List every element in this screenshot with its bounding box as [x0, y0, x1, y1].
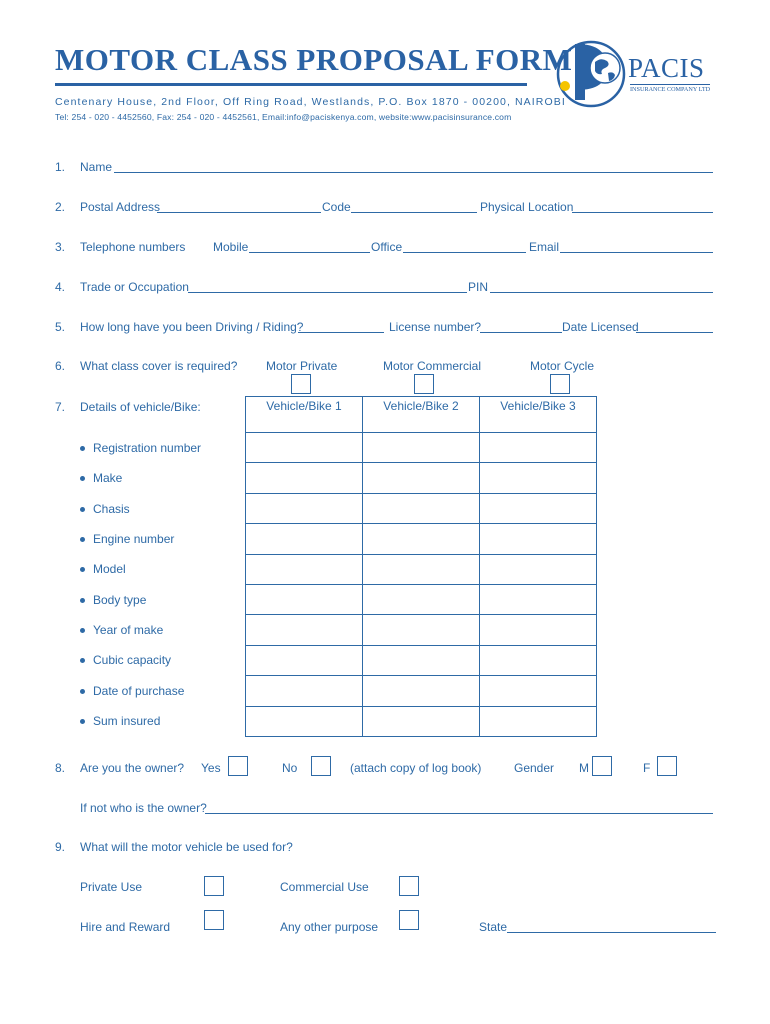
motor-cycle-checkbox[interactable]: [550, 374, 570, 394]
code-label: Code: [322, 200, 351, 214]
office-label: Office: [371, 240, 403, 254]
q5-number: 5.: [55, 320, 66, 334]
company-address: Centenary House, 2nd Floor, Off Ring Road, Westlands, P.O. Box 1870 - 00200, NAIROBI: [55, 96, 566, 108]
name-field[interactable]: [114, 160, 713, 173]
row-label-text: Model: [93, 562, 126, 576]
name-label: Name: [80, 160, 113, 174]
table-cell[interactable]: [246, 524, 363, 554]
table-cell[interactable]: [246, 615, 363, 645]
q6-number: 6.: [55, 359, 66, 373]
table-cell[interactable]: [363, 615, 480, 645]
table-cell[interactable]: [246, 433, 363, 463]
table-cell[interactable]: [480, 463, 597, 493]
bullet-icon: [80, 658, 85, 663]
male-label: M: [579, 761, 589, 775]
row-label-text: Body type: [93, 593, 147, 607]
table-cell[interactable]: [246, 463, 363, 493]
postal-address-field[interactable]: [157, 200, 321, 213]
motor-private-label: Motor Private: [266, 359, 338, 373]
telephone-label: Telephone numbers: [80, 240, 186, 254]
table-cell[interactable]: [480, 554, 597, 584]
table-cell[interactable]: [363, 463, 480, 493]
mobile-label: Mobile: [213, 240, 249, 254]
table-cell[interactable]: [480, 524, 597, 554]
row-label-text: Registration number: [93, 441, 202, 455]
table-cell[interactable]: [363, 676, 480, 706]
row-label-chasis: [80, 502, 130, 516]
pin-label: PIN: [468, 280, 489, 294]
q7-number: 7.: [55, 400, 66, 414]
yes-label: Yes: [201, 761, 221, 775]
q3-number: 3.: [55, 240, 66, 254]
logo-subtitle: INSURANCE COMPANY LTD: [630, 86, 711, 93]
female-label: F: [643, 761, 651, 775]
table-cell[interactable]: [363, 433, 480, 463]
date-licensed-label: Date Licensed: [562, 320, 639, 334]
table-cell[interactable]: [246, 584, 363, 614]
motor-commercial-label: Motor Commercial: [383, 359, 482, 373]
owner-name-field[interactable]: [205, 801, 713, 814]
vehicle-3-header: Vehicle/Bike 3: [480, 397, 597, 433]
license-number-field[interactable]: [480, 320, 562, 333]
company-contact: Tel: 254 - 020 - 4452560, Fax: 254 - 020 - 4452561, Email:info@paciskenya.com, website:www.pacisinsurance.com: [55, 112, 512, 122]
bullet-icon: [80, 628, 85, 633]
bullet-icon: [80, 537, 85, 542]
date-licensed-field[interactable]: [636, 320, 713, 333]
table-cell[interactable]: [363, 524, 480, 554]
table-cell[interactable]: [246, 554, 363, 584]
table-cell[interactable]: [363, 645, 480, 675]
commercial-use-label: Commercial Use: [280, 880, 369, 894]
bullet-icon: [80, 507, 85, 512]
other-purpose-label: Any other purpose: [280, 920, 379, 934]
q2-number: 2.: [55, 200, 66, 214]
gender-label: Gender: [514, 761, 555, 775]
usage-question-label: What will the motor vehicle be used for?: [80, 840, 293, 854]
motor-cycle-label: Motor Cycle: [530, 359, 595, 373]
owner-yes-checkbox[interactable]: [228, 756, 248, 776]
table-cell[interactable]: [363, 554, 480, 584]
cover-class-label: What class cover is required?: [80, 359, 238, 373]
title-underline: [55, 83, 527, 86]
row-label-registration: [80, 441, 201, 455]
motor-commercial-checkbox[interactable]: [414, 374, 434, 394]
hire-reward-checkbox[interactable]: [204, 910, 224, 930]
bullet-icon: [80, 476, 85, 481]
bullet-icon: [80, 446, 85, 451]
table-cell[interactable]: [480, 493, 597, 523]
driving-duration-field[interactable]: [298, 320, 384, 333]
physical-location-field[interactable]: [572, 200, 713, 213]
table-cell[interactable]: [363, 493, 480, 523]
row-label-model: [80, 562, 126, 576]
table-cell[interactable]: [480, 433, 597, 463]
form-title: MOTOR CLASS PROPOSAL FORM: [55, 42, 573, 77]
vehicle-details-table: [245, 396, 597, 737]
mobile-field[interactable]: [249, 240, 370, 253]
table-cell[interactable]: [363, 584, 480, 614]
gender-female-checkbox[interactable]: [657, 756, 677, 776]
row-label-text: Sum insured: [93, 714, 161, 728]
row-label-body-type: [80, 593, 146, 607]
private-use-checkbox[interactable]: [204, 876, 224, 896]
email-label: Email: [529, 240, 560, 254]
pin-field[interactable]: [490, 280, 713, 293]
table-cell[interactable]: [246, 706, 363, 736]
commercial-use-checkbox[interactable]: [399, 876, 419, 896]
row-label-cubic-capacity: [80, 653, 171, 667]
motor-private-checkbox[interactable]: [291, 374, 311, 394]
row-label-make: [80, 471, 122, 485]
vehicle-2-header: Vehicle/Bike 2: [363, 397, 480, 433]
license-number-label: License number?: [389, 320, 482, 334]
occupation-label: Trade or Occupation: [80, 280, 189, 294]
table-cell[interactable]: [246, 676, 363, 706]
logo-wordmark: PACIS: [628, 53, 705, 83]
row-label-text: Cubic capacity: [93, 653, 172, 667]
row-label-text: Engine number: [93, 532, 175, 546]
vehicle-details-label: Details of vehicle/Bike:: [80, 400, 201, 414]
bullet-icon: [80, 719, 85, 724]
gender-male-checkbox[interactable]: [592, 756, 612, 776]
owner-question-label: Are you the owner?: [80, 761, 185, 775]
row-label-text: Year of make: [93, 623, 164, 637]
vehicle-1-header: Vehicle/Bike 1: [246, 397, 363, 433]
table-cell[interactable]: [480, 706, 597, 736]
physical-location-label: Physical Location: [480, 200, 574, 214]
table-cell[interactable]: [246, 493, 363, 523]
q9-number: 9.: [55, 840, 66, 854]
owner-no-checkbox[interactable]: [311, 756, 331, 776]
row-label-purchase-date: [80, 684, 184, 698]
driving-duration-label: How long have you been Driving / Riding?: [80, 320, 304, 334]
row-label-sum-insured: [80, 714, 160, 728]
table-cell[interactable]: [480, 615, 597, 645]
state-label: State: [479, 920, 508, 934]
row-label-engine: [80, 532, 174, 546]
state-field[interactable]: [507, 920, 716, 933]
table-cell[interactable]: [246, 645, 363, 675]
row-label-year: [80, 623, 163, 637]
bullet-icon: [80, 598, 85, 603]
q8-number: 8.: [55, 761, 66, 775]
owner-name-label: If not who is the owner?: [80, 801, 207, 815]
table-cell[interactable]: [363, 706, 480, 736]
row-label-text: Chasis: [93, 502, 130, 516]
row-label-text: Date of purchase: [93, 684, 185, 698]
other-purpose-checkbox[interactable]: [399, 910, 419, 930]
table-cell[interactable]: [480, 676, 597, 706]
table-cell[interactable]: [480, 584, 597, 614]
email-field[interactable]: [560, 240, 713, 253]
q1-number: 1.: [55, 160, 66, 174]
occupation-field[interactable]: [188, 280, 467, 293]
bullet-icon: [80, 689, 85, 694]
q4-number: 4.: [55, 280, 66, 294]
private-use-label: Private Use: [80, 880, 143, 894]
hire-reward-label: Hire and Reward: [80, 920, 171, 934]
row-label-text: Make: [93, 471, 123, 485]
code-field[interactable]: [351, 200, 477, 213]
postal-address-label: Postal Address: [80, 200, 161, 214]
log-book-note: (attach copy of log book): [350, 761, 482, 775]
table-cell[interactable]: [480, 645, 597, 675]
office-field[interactable]: [403, 240, 526, 253]
no-label: No: [282, 761, 298, 775]
bullet-icon: [80, 567, 85, 572]
